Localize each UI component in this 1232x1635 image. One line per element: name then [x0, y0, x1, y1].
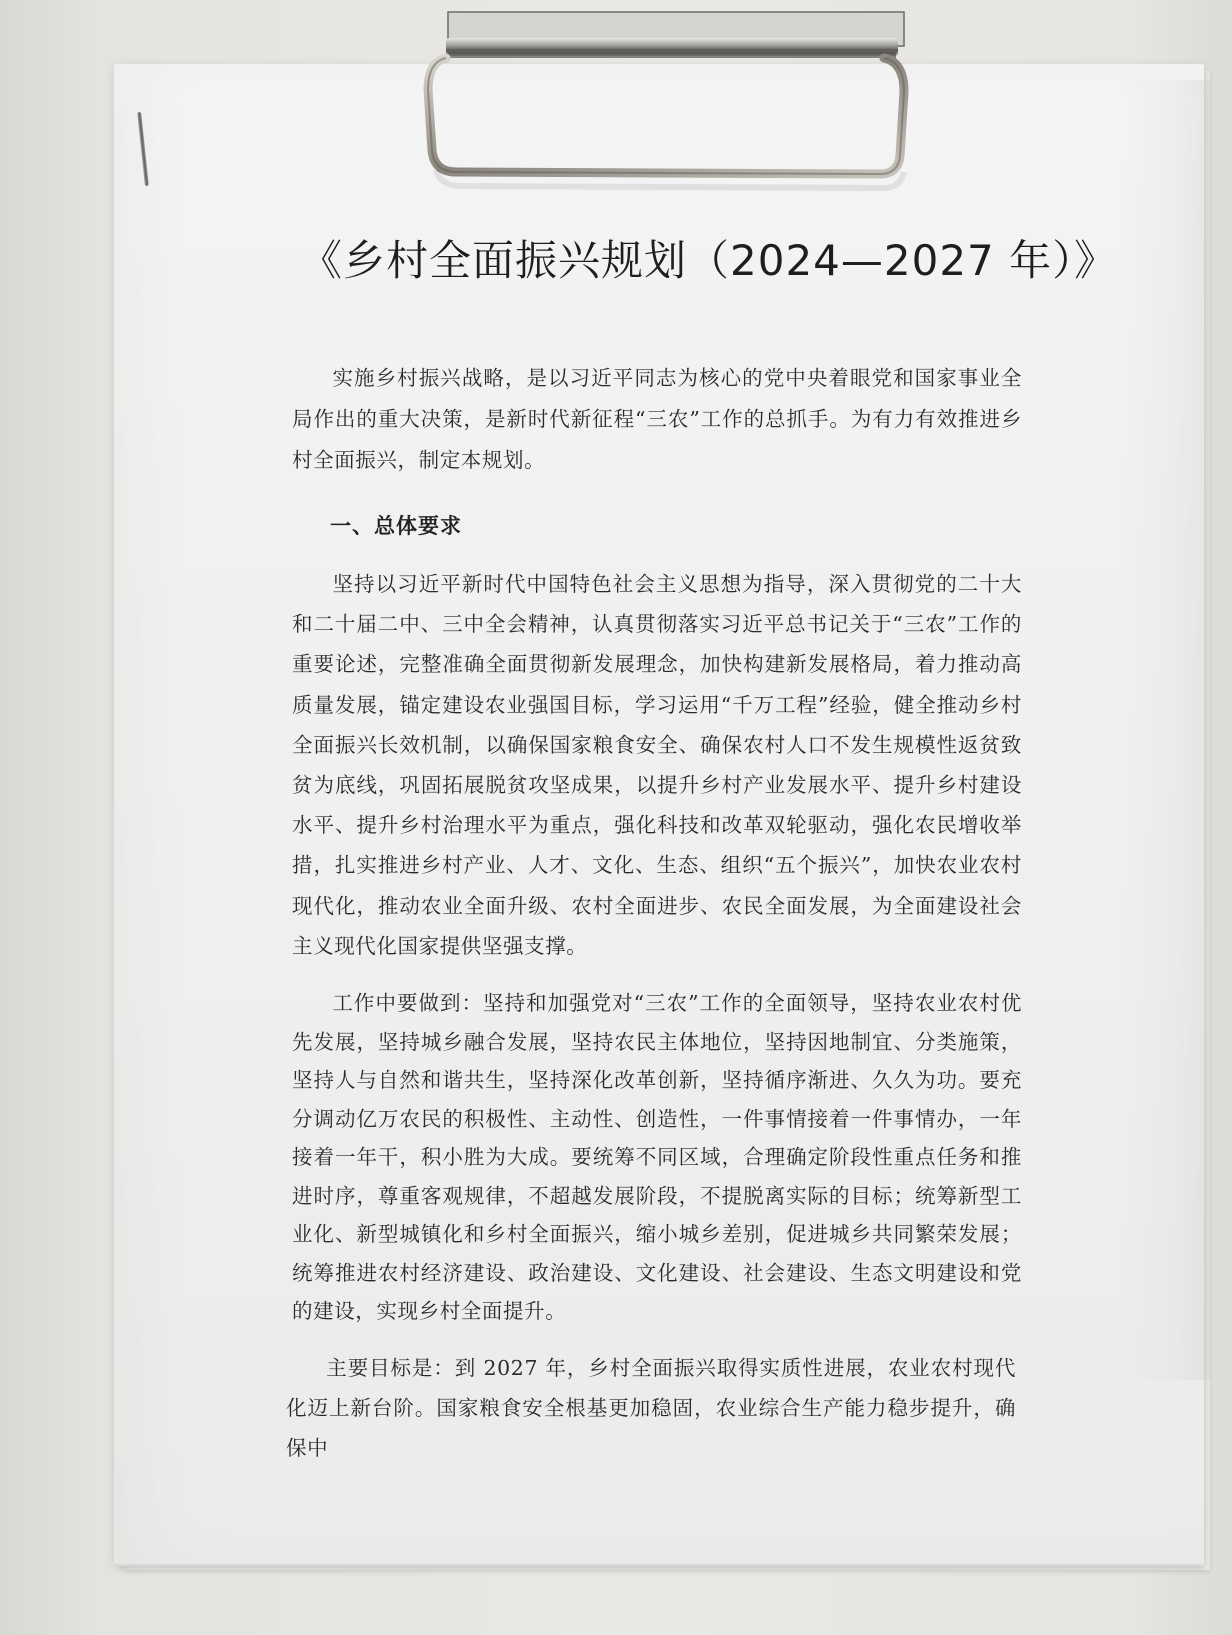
work-paragraph-text: 工作中要做到：坚持和加强党对“三农”工作的全面领导，坚持农业农村优先发展，坚持城乡融合发展，坚持农民主体地位，坚持因地制宜、分类施策，坚持人与自然和谐共生，坚持深化改革创新，坚持循序渐进、久久为功。要充分调动亿万农民的积极性、主动性、创造性，一件事情接着一件事情办，一年接着一年干，积小胜为大成。要统筹不同区域，合理确定阶段性重点任务和推进时序，尊重客观规律，不超越发展阶段，不提脱离实际的目标；统筹新型工业化、新型城镇化和乡村全面振兴，缩小城乡差别，促进城乡共同繁荣发展；统筹推进农村经济建设、政治建设、文化建设、社会建设、生态文明建设和党的建设，实现乡村全面提升。: [292, 991, 1022, 1323]
section-heading: 一、总体要求: [330, 513, 462, 538]
goals-paragraph-text: 主要目标是：到 2027 年，乡村全面振兴取得实质性进展，农业农村现代化迈上新台阶。国家粮食安全根基更加稳固，农业综合生产能力稳步提升，确保中: [286, 1356, 1016, 1460]
guiding-paragraph-text: 坚持以习近平新时代中国特色社会主义思想为指导，深入贯彻党的二十大和二十届二中、三中全会精神，认真贯彻落实习近平总书记关于“三农”工作的重要论述，完整准确全面贯彻新发展理念，加快构建新发展格局，着力推动高质量发展，锚定建设农业强国目标，学习运用“千万工程”经验，健全推动乡村全面振兴长效机制，以确保国家粮食安全、确保农村人口不发生规模性返贫致贫为底线，巩固拓展脱贫攻坚成果，以提升乡村产业发展水平、提升乡村建设水平、提升乡村治理水平为重点，强化科技和改革双轮驱动，强化农民增收举措，扎实推进乡村产业、人才、文化、生态、组织“五个振兴”，加快农业农村现代化，推动农业全面升级、农村全面进步、农民全面发展，为全面建设社会主义现代化国家提供坚强支撑。: [292, 572, 1022, 958]
binder-clip-icon: [0, 0, 1232, 200]
intro-paragraph: [292, 358, 1022, 481]
work-paragraph: [292, 984, 1022, 1331]
goals-paragraph: [286, 1348, 1016, 1468]
guiding-paragraph: [292, 564, 1022, 966]
intro-paragraph-text: 实施乡村振兴战略，是以习近平同志为核心的党中央着眼党和国家事业全局作出的重大决策，是新时代新征程“三农”工作的总抓手。为有力有效推进乡村全面振兴，制定本规划。: [292, 366, 1022, 472]
document-title: 《乡村全面振兴规划（2024—2027 年）》: [300, 236, 1118, 285]
